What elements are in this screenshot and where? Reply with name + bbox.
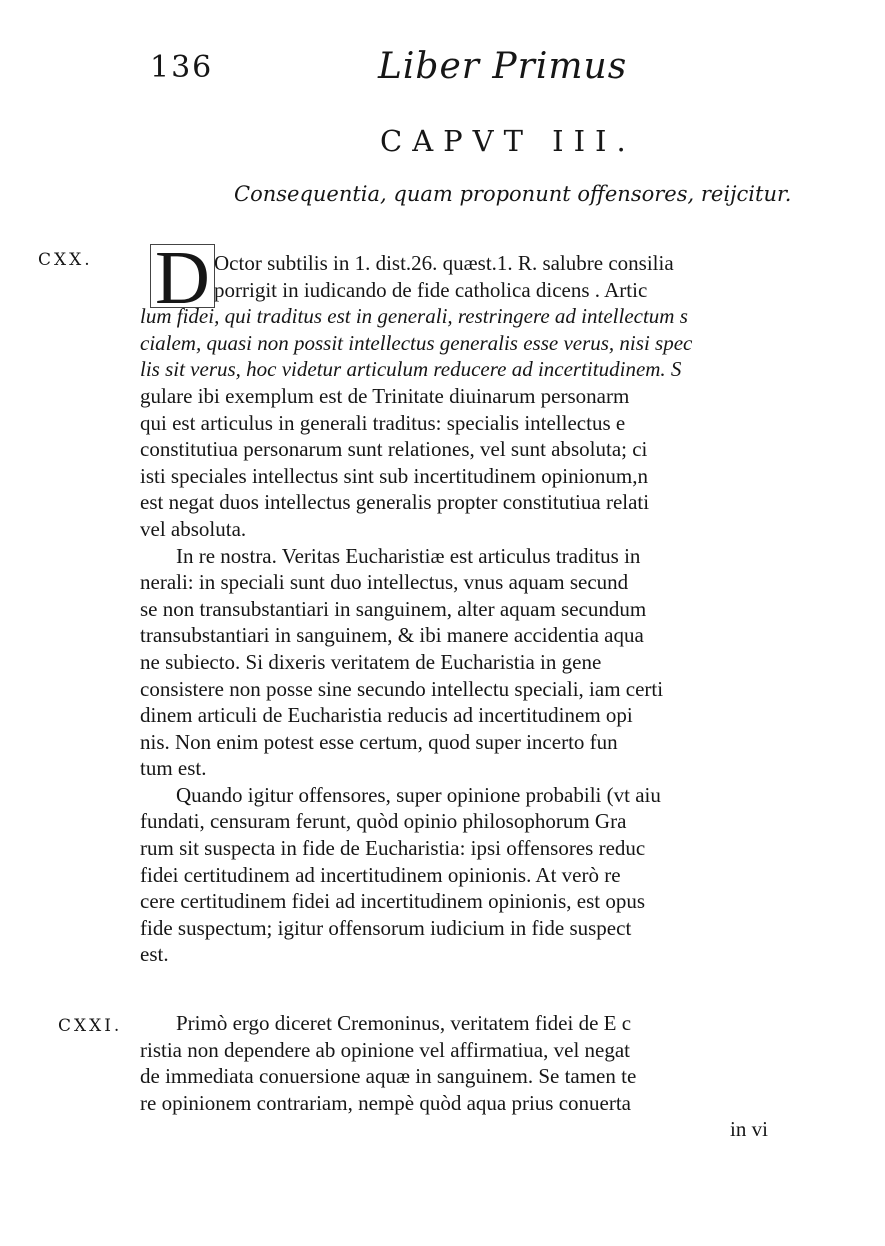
text-line: est negat duos intellectus generalis propter constitutiua relati [140, 490, 650, 515]
text-line: constitutiua personarum sunt relationes, vel sunt absoluta; ci [140, 437, 648, 462]
text-line: Primò ergo diceret Cremoninus, veritatem fidei de E c [176, 1011, 632, 1035]
catchword: in vi [730, 1117, 768, 1142]
text-line: lum fidei, qui traditus est in generali, restringere ad intellectum s [140, 304, 688, 329]
text-line: porrigit in iudicando de fide catholica dicens . Artic [214, 277, 648, 302]
text-line: transubstantiari in sanguinem, & ibi manere accidentia aqua [140, 623, 644, 648]
text-line: fide suspectum; igitur offensorum iudicium in fide suspect [140, 915, 632, 940]
text-block-2 [140, 1010, 780, 1143]
marginal-number: CXX. [38, 250, 93, 270]
chapter-subtitle: Consequentia, quam proponunt offensores, reijcitur. [234, 182, 792, 206]
text-line: fidei certitudinem ad incertitudinem opinionis. At verò re [140, 862, 621, 887]
text-line: vel absoluta. [140, 516, 247, 541]
text-line: nis. Non enim potest esse certum, quod super incerto fun [140, 729, 618, 754]
text-line: dinem articuli de Eucharistia reducis ad incertitudinem opi [140, 703, 633, 728]
text-line: cere certitudinem fidei ad incertitudinem opinionis, est opus [140, 889, 646, 914]
text-line: isti speciales intellectus sint sub incertitudinem opinionum,n [140, 463, 649, 488]
text-line: Octor subtilis in 1. dist.26. quæst.1. R. salubre consilia [214, 251, 674, 275]
running-title: Liber Primus [378, 46, 628, 87]
text-line: gulare ibi exemplum est de Trinitate diuinarum personarm [140, 383, 630, 408]
text-line: ristia non dependere ab opinione vel affirmatiua, vel negat [140, 1037, 631, 1062]
marginal-number: CXXI. [58, 1016, 123, 1036]
text-line: cialem, quasi non possit intellectus generalis esse verus, nisi spec [140, 330, 693, 355]
running-head [150, 46, 770, 96]
text-line: In re nostra. Veritas Eucharistiæ est articulus traditus in [176, 543, 641, 568]
text-line: rum sit suspecta in fide de Eucharistia: ipsi offensores reduc [140, 836, 646, 861]
text-line: lis sit verus, hoc videtur articulum reducere ad incertitudinem. S [140, 357, 682, 382]
drop-initial: D [150, 244, 215, 308]
text-line: Quando igitur offensores, super opinione probabili (vt aiu [176, 782, 661, 807]
chapter-heading: CAPVT III. [380, 124, 636, 158]
text-line: ne subiecto. Si dixeris veritatem de Eucharistia in gene [140, 649, 602, 674]
text-block-1 [140, 250, 780, 968]
text-line: re opinionem contrariam, nempè quòd aqua prius conuerta [140, 1090, 631, 1115]
text-line: se non transubstantiari in sanguinem, alter aquam secundum [140, 596, 647, 621]
text-line: de immediata conuersione aquæ in sanguinem. Se tamen te [140, 1064, 637, 1089]
text-line: nerali: in speciali sunt duo intellectus, vnus aquam secund [140, 570, 629, 595]
text-line: tum est. [140, 756, 207, 781]
text-line: consistere non posse sine secundo intellectu speciali, iam certi [140, 676, 664, 701]
text-line: fundati, censuram ferunt, quòd opinio philosophorum Gra [140, 809, 627, 834]
text-line: est. [140, 942, 169, 967]
page-number: 136 [150, 50, 214, 85]
text-line: qui est articulus in generali traditus: specialis intellectus e [140, 410, 626, 435]
